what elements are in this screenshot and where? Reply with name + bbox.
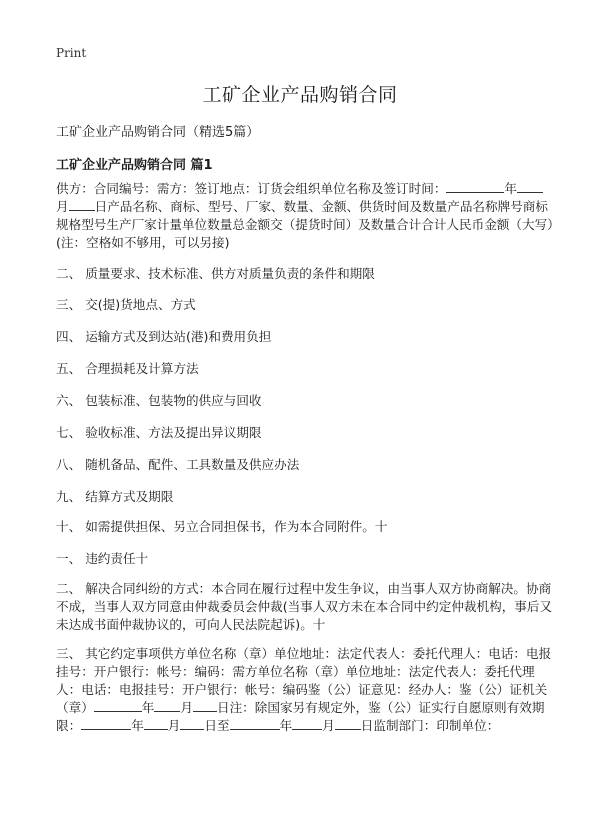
- text-run: 年: [141, 700, 155, 715]
- text-run: 日产品名称、商标、型号、厂家、数量、金额、供货时间及数量产品名称牌号商标规格型号生产厂家计量单位数量总金额交（提货时间）及数量合计合计人民币金额（大写）(注：空格如不够用，可以另接): [56, 199, 554, 250]
- blank-line: [335, 717, 361, 730]
- text-run: 年: [131, 718, 144, 733]
- list-item: 八、 随机备品、配件、工具数量及供应办法: [56, 457, 300, 472]
- text-run: 月: [56, 199, 69, 214]
- blank-line: [230, 717, 280, 730]
- section-heading: 工矿企业产品购销合同 篇1: [56, 158, 213, 173]
- blank-line: [193, 699, 217, 712]
- list-item: 二、 质量要求、技术标准、供方对质量负责的条件和期限: [56, 266, 375, 281]
- text-run: 日监制部门：印制单位：: [360, 718, 500, 733]
- text-run: 月: [322, 718, 335, 733]
- list-item: 二、 解决合同纠纷的方式：本合同在履行过程中发生争议，由当事人双方协商解决。协商不成，当事人双方同意由仲裁委员会仲裁(当事人双方未在本合同中约定仲裁机构，事后又未达成书面仲裁协议的，可向人民法院起诉)。十: [56, 581, 553, 632]
- list-item: 十、 如需提供担保、另立合同担保书，作为本合同附件。十: [56, 519, 388, 534]
- blank-line: [180, 717, 204, 730]
- list-item: 六、 包装标准、包装物的供应与回收: [56, 393, 262, 408]
- text-run: 三、 其它约定事项供方单位名称（章）单位地址：法定代表人：委托代理人：电话：电报挂号：开户银行：帐号：编码：需方单位名称（章）单位地址：法定代表人：委托代理人：电话：电报挂号：开户银行：帐号：编码鉴（公）证意见：经办人：鉴（公）证机关（章）: [56, 646, 552, 715]
- paragraph-other-terms: [56, 645, 554, 735]
- blank-line: [517, 180, 543, 193]
- blank-line: [144, 717, 168, 730]
- list-item: 七、 验收标准、方法及提出异议期限: [56, 425, 262, 440]
- blank-line: [69, 198, 95, 211]
- blank-line: [292, 717, 322, 730]
- list-item: 五、 合理损耗及计算方法: [56, 361, 199, 376]
- text-run: 年: [279, 718, 293, 733]
- document-title: 工矿企业产品购销合同: [202, 84, 398, 106]
- list-item: 九、 结算方式及期限: [56, 489, 174, 504]
- text-run: 日至: [204, 718, 230, 733]
- list-item: 四、 运输方式及到达站(港)和费用负担: [56, 329, 272, 344]
- text-run: 年: [504, 181, 517, 196]
- text-run: 月: [167, 718, 181, 733]
- text-run: 日注：除国家另有规定外，鉴（公）证实行自愿原则有效期限：: [56, 700, 545, 733]
- text-run: 供方：合同编号：需方：签订地点：订货会组织单位名称及签订时间：: [56, 181, 447, 196]
- blank-line: [81, 717, 131, 730]
- text-run: 月: [180, 700, 193, 715]
- blank-line: [446, 180, 504, 193]
- print-label[interactable]: Print: [56, 46, 87, 60]
- document-subtitle: 工矿企业产品购销合同（精选5篇）: [56, 125, 260, 140]
- list-item: 三、 交(提)货地点、方式: [56, 297, 196, 312]
- list-item: 一、 违约责任十: [56, 551, 149, 566]
- paragraph-parties: [56, 180, 554, 252]
- blank-line: [94, 699, 142, 712]
- blank-line: [154, 699, 180, 712]
